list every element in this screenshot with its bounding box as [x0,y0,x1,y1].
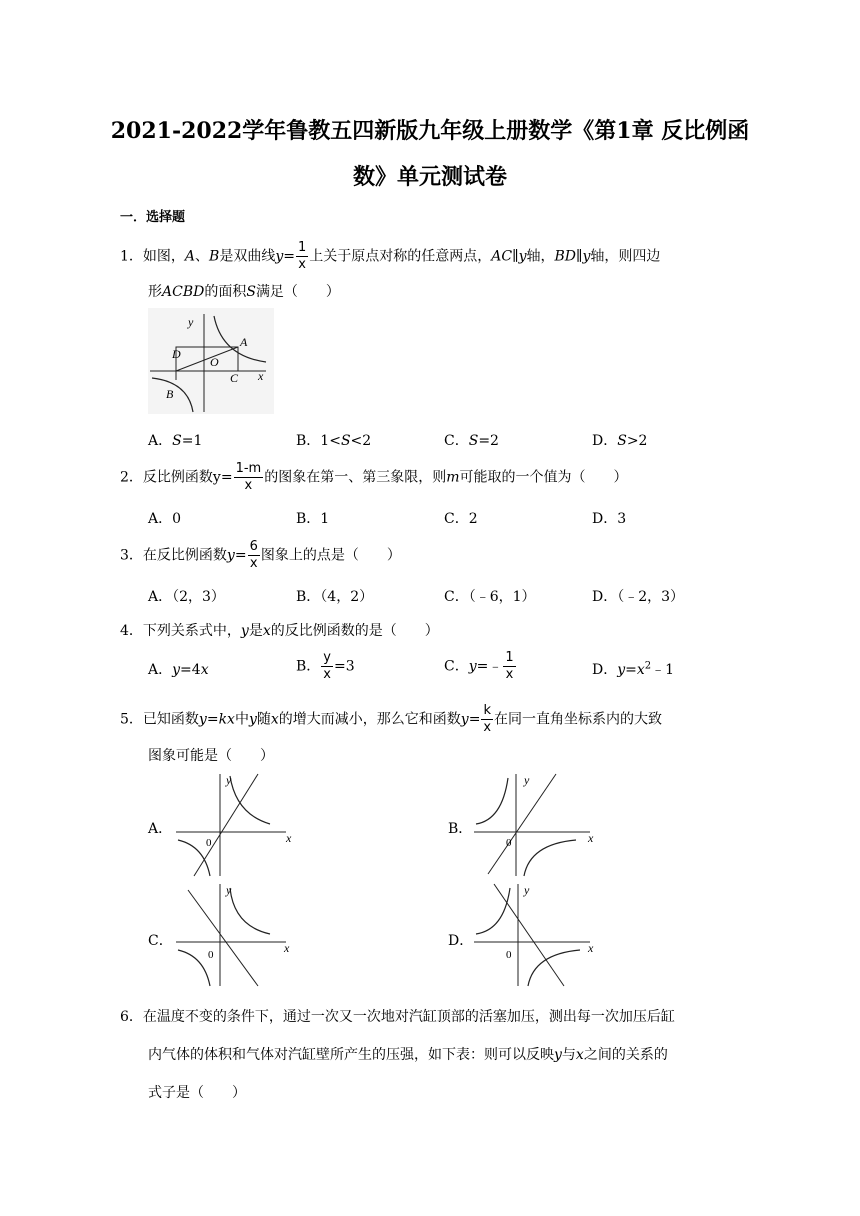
fraction: $\frac{1}{x}$ [298,240,307,272]
question-5-line2: 图象可能是（ ） [148,748,274,764]
q2-option-b: B．1 [296,511,330,527]
q1-option-d: D．S>2 [592,433,648,449]
q5-graph-c [174,880,298,988]
fig-label-C: C [230,371,239,385]
q5-option-c-label: C． [148,933,173,949]
q5-option-b-label: B． [448,821,473,837]
question-1: 1．如图，A、B是双曲线y= $\frac{1}{x}$ 上关于原点对称的任意两点，AC∥y轴，BD∥y轴，则四边 [120,240,661,272]
question-6: 6．在温度不变的条件下，通过一次又一次地对汽缸顶部的活塞加压，测出每一次加压后缸 [120,1009,675,1025]
svg-text:0: 0 [506,949,512,961]
q3-option-a: A．（2，3） [148,589,225,605]
q4-option-a: A．y=4x [148,662,209,678]
svg-text:0: 0 [506,837,512,849]
question-6-line3: 式子是（ ） [148,1085,246,1101]
fig-label-A: A [240,335,248,349]
svg-text:y: y [524,883,530,897]
fig-label-O: O [210,355,219,369]
fraction: $\frac{1-m}{x}$ [235,461,262,493]
q2-option-d: D．3 [592,511,627,527]
q3-option-c: C．（﹣6，1） [444,589,536,605]
fig-label-x: x [258,369,264,383]
q5-option-a-label: A． [148,821,173,837]
page-title-line2: 数》单元测试卷 [352,164,507,190]
page-title: 2021-2022学年鲁教五四新版九年级上册数学《第1章 反比例函 [110,118,750,144]
q4-option-c: C．y=﹣ $\frac{1}{x}$ [444,650,514,682]
svg-text:y: y [226,883,232,897]
fraction: $\frac{y}{x}$ [323,650,331,682]
section-heading: 一．选择题 [120,210,186,225]
svg-text:0: 0 [206,837,212,849]
q1-option-a: A．S=1 [148,433,203,449]
fraction: $\frac{1}{x}$ [505,650,514,682]
q1-hyperbola-figure [148,308,274,414]
q4-option-b: B． $\frac{y}{x}$ =3 [296,650,355,682]
svg-text:y: y [226,773,232,787]
svg-text:x: x [588,941,594,955]
question-1-line2: 形ACBD的面积S满足（ ） [148,284,340,300]
svg-text:y: y [524,773,530,787]
fig-label-D: D [172,347,181,361]
question-3: 3．在反比例函数y= $\frac{6}{x}$ 图象上的点是（ ） [120,539,401,571]
q2-option-a: A．0 [148,511,182,527]
svg-text:0: 0 [208,949,214,961]
q5-graph-a [174,770,298,878]
fraction: $\frac{k}{x}$ [483,703,492,735]
q5-graph-d [472,880,596,988]
q3-option-d: D．（﹣2，3） [592,589,685,605]
question-5: 5．已知函数y=kx中y随x的增大而减小，那么它和函数y= $\frac{k}{x}$ 在同一直角坐标系内的大致 [120,703,662,735]
q4-option-d: D．$y=x^2﹣1$ [592,660,675,678]
question-6-line2: 内气体的体积和气体对汽缸壁所产生的压强，如下表：则可以反映y与x之间的关系的 [148,1047,668,1063]
q5-option-d-label: D． [448,933,474,949]
question-4: 4．下列关系式中，y是x的反比例函数的是（ ） [120,623,439,639]
fraction: $\frac{6}{x}$ [249,539,258,571]
q5-graph-b [472,770,596,878]
fig-label-B: B [166,387,174,401]
fig-label-y: y [188,315,194,329]
q2-option-c: C．2 [444,511,478,527]
q3-option-b: B．（4，2） [296,589,374,605]
q1-option-b: B．1<S<2 [296,433,372,449]
svg-text:x: x [284,941,290,955]
q1-option-c: C．S=2 [444,433,499,449]
question-2: 2．反比例函数y= $\frac{1-m}{x}$ 的图象在第一、第三象限，则m可能取的一个值为（ ） [120,461,628,493]
svg-text:x: x [588,831,594,845]
svg-text:x: x [286,831,292,845]
